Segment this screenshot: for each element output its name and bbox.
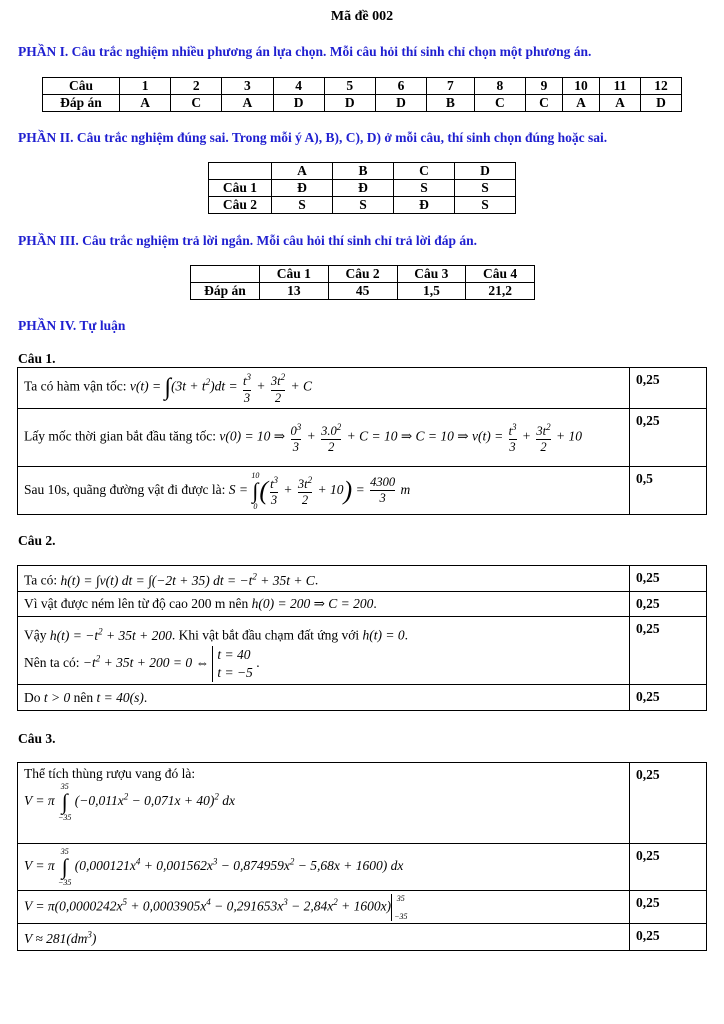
table-row [18,467,707,515]
table-cell: 45 [328,283,397,300]
table-row [18,685,707,711]
score-cell: 0,25 [630,763,707,844]
table-cell [209,163,272,180]
table-header: D [455,163,516,180]
table-header: B [333,163,394,180]
table-row [191,266,535,283]
table-row [209,163,516,180]
step-text: nên [73,689,94,705]
table-row [18,891,707,924]
row-label: Câu 2 [209,197,272,214]
table-cell: 3 [222,78,273,95]
step-text: Sau 10s, quãng đường vật đi được là: [24,481,226,497]
table-row [43,78,682,95]
table-cell: 9 [526,78,563,95]
part1-answer-table [42,77,682,112]
table-cell: 10 [563,78,600,95]
height-function: $h(t) = -t^2 + 35t + 200$ [49,626,172,643]
table-cell: D [273,95,324,112]
step-text: Ta có: [24,572,58,588]
table-cell: D [375,95,426,112]
height-formula: h(t) = ∫v(t) dt = ∫(−2t + 35) dt = $-t^2 + 35t + C$ [60,571,315,588]
table-cell: S [272,197,333,214]
table-header: Câu 1 [260,266,329,283]
initial-condition-formula: v(0) = 10 ⇒ $\frac{0^3}{3}$ + $\frac{3.0^2}{2}$ + C = 10 ⇒ C = 10 ⇒ v(t) = $\frac{t^3}{3}$ + $\frac{3t^2}{2}$ + 10 [219,421,583,455]
table-cell: A [563,95,600,112]
score-cell: 0,25 [630,924,707,951]
table-cell: B [427,95,475,112]
table-cell: S [455,180,516,197]
table-row [191,283,535,300]
table-cell: D [641,95,682,112]
table-cell: Đ [394,197,455,214]
score-cell: 0,25 [630,685,707,711]
question-3-label: Câu 3. [18,731,56,746]
solution-step [18,368,630,409]
antiderivative: $V = \pi(0,0000242x^5 + 0,0003905x^4 - 0,291653x^3 - 2,84x^2 + 1600x)35$ −35 [24,893,408,921]
solution-step [18,891,630,924]
table-cell: Đ [272,180,333,197]
question-3-solution-table [17,762,707,951]
step-text: Vậy [24,627,47,643]
table-cell: 6 [375,78,426,95]
part4-heading: PHẦN IV. Tự luận [18,318,126,333]
score-cell: 0,25 [630,844,707,891]
quadratic-solution: $-t^2 + 35t + 200 = 0$ ⇔ t = 40 t = −5 [82,646,253,680]
table-row [18,409,707,467]
table-header: C [394,163,455,180]
solution-step: Vì vật được ném lên từ độ cao 200 m nên h(0) = 200 ⇒ C = 200. [18,592,630,617]
table-row [18,368,707,409]
step-text: . Khi vật bắt đầu chạm đất ứng với [171,627,360,643]
table-row [43,95,682,112]
step-text: Lấy mốc thời gian bắt đầu tăng tốc: [24,428,216,444]
table-cell: S [455,197,516,214]
row-label: Đáp án [191,283,260,300]
question-1-label: Câu 1. [18,351,56,366]
solution-step [18,409,630,467]
table-cell [191,266,260,283]
row-label: Câu [43,78,120,95]
table-header: A [272,163,333,180]
table-header: Câu 3 [397,266,466,283]
table-cell: 12 [641,78,682,95]
step-text: Do [24,689,41,705]
table-row [209,180,516,197]
velocity-formula: $v(t) = \int(3t + t^2)dt$ = $\frac{t^3}{3}$ + $\frac{3t^2}{2}$ + C [129,372,312,405]
part2-heading: PHẦN II. Câu trắc nghiệm đúng sai. Trong mỗi ý A), B), C), D) ở mỗi câu, thí sinh chọn đúng hoặc sai. [18,130,608,145]
solution-step [18,924,630,951]
table-cell: 8 [474,78,525,95]
score-cell: 0,25 [630,891,707,924]
table-cell: 11 [600,78,641,95]
question-1-solution-table [17,367,707,515]
score-cell: 0,25 [630,409,707,467]
table-cell: Đ [333,180,394,197]
row-label: Đáp án [43,95,120,112]
question-2-solution-table [17,565,707,711]
solution-step [18,763,630,844]
part3-answer-table [190,265,535,300]
step-text: Nên ta có: [24,654,80,670]
score-cell: 0,25 [630,368,707,409]
ground-condition: h(t) = 0 [362,627,405,643]
score-cell: 0,5 [630,467,707,515]
table-cell: C [526,95,563,112]
table-cell: 2 [171,78,222,95]
table-row [18,844,707,891]
table-cell: S [394,180,455,197]
table-row [209,197,516,214]
initial-height-formula: h(0) = 200 ⇒ C = 200 [251,596,374,611]
expanded-integral: V = π 35 ∫ −35 $(0,000121x^4 + 0,001562x^3 - 0,874959x^2 - 5,68x + 1600)$ dx [24,847,404,887]
table-cell: 7 [427,78,475,95]
question-2-label: Câu 2. [18,533,56,548]
table-cell: C [474,95,525,112]
part1-heading: PHẦN I. Câu trắc nghiệm nhiều phương án lựa chọn. Mỗi câu hỏi thí sinh chỉ chọn một phương án. [18,44,592,59]
row-label: Câu 1 [209,180,272,197]
page-title: Mã đề 002 [330,9,394,24]
table-row [18,924,707,951]
volume-integral: V = π 35 ∫ −35 $(-0,011x^2 - 0,071x + 40)^2$ dx [24,782,235,822]
table-row [18,763,707,844]
part3-heading: PHẦN III. Câu trắc nghiệm trả lời ngắn. Mỗi câu hỏi thí sinh chỉ trả lời đáp án. [18,233,477,248]
table-cell: 5 [324,78,375,95]
table-cell: A [222,95,273,112]
solution-step: Vậy $h(t) = -t^2 + 35t + 200$. Khi vật bắt đầu chạm đất ứng với h(t) = 0. Nên ta có: $-t^2 + 35t + 200 = 0$ ⇔ t = 40 t = −5 . [18,617,630,685]
step-text: Ta có hàm vận tốc: [24,379,127,395]
step-text: Vì vật được ném lên từ độ cao 200 m nên [24,596,249,611]
step-text: Thể tích thùng rượu vang đó là: [24,766,196,781]
table-cell: 4 [273,78,324,95]
score-cell: 0,25 [630,566,707,592]
table-row [18,592,707,617]
score-cell: 0,25 [630,592,707,617]
table-cell: A [600,95,641,112]
score-cell: 0,25 [630,617,707,685]
table-cell: 1 [120,78,171,95]
table-row [18,617,707,685]
time-condition: t > 0 [43,689,71,705]
solution-step: Ta có: h(t) = ∫v(t) dt = ∫(−2t + 35) dt = $-t^2 + 35t + C$. [18,566,630,592]
solution-step [18,467,630,515]
solution-step: Do t > 0 nên t = 40(s). [18,685,630,711]
part2-answer-table [208,162,516,214]
table-header: Câu 2 [328,266,397,283]
table-cell: A [120,95,171,112]
table-cell: 21,2 [466,283,535,300]
table-cell: C [171,95,222,112]
time-result: t = 40(s) [96,689,144,705]
table-cell: S [333,197,394,214]
table-cell: 1,5 [397,283,466,300]
table-header: Câu 4 [466,266,535,283]
distance-formula: S = 10 ∫ 0( $\frac{t^3}{3}$ + $\frac{3t^2}{2}$ + 10) = $\frac{4300}{3}$ m [228,470,411,511]
solution-step [18,844,630,891]
table-row [18,566,707,592]
table-cell: 13 [260,283,329,300]
table-cell: D [324,95,375,112]
volume-result: $V \approx 281(dm^3)$ [24,929,97,947]
